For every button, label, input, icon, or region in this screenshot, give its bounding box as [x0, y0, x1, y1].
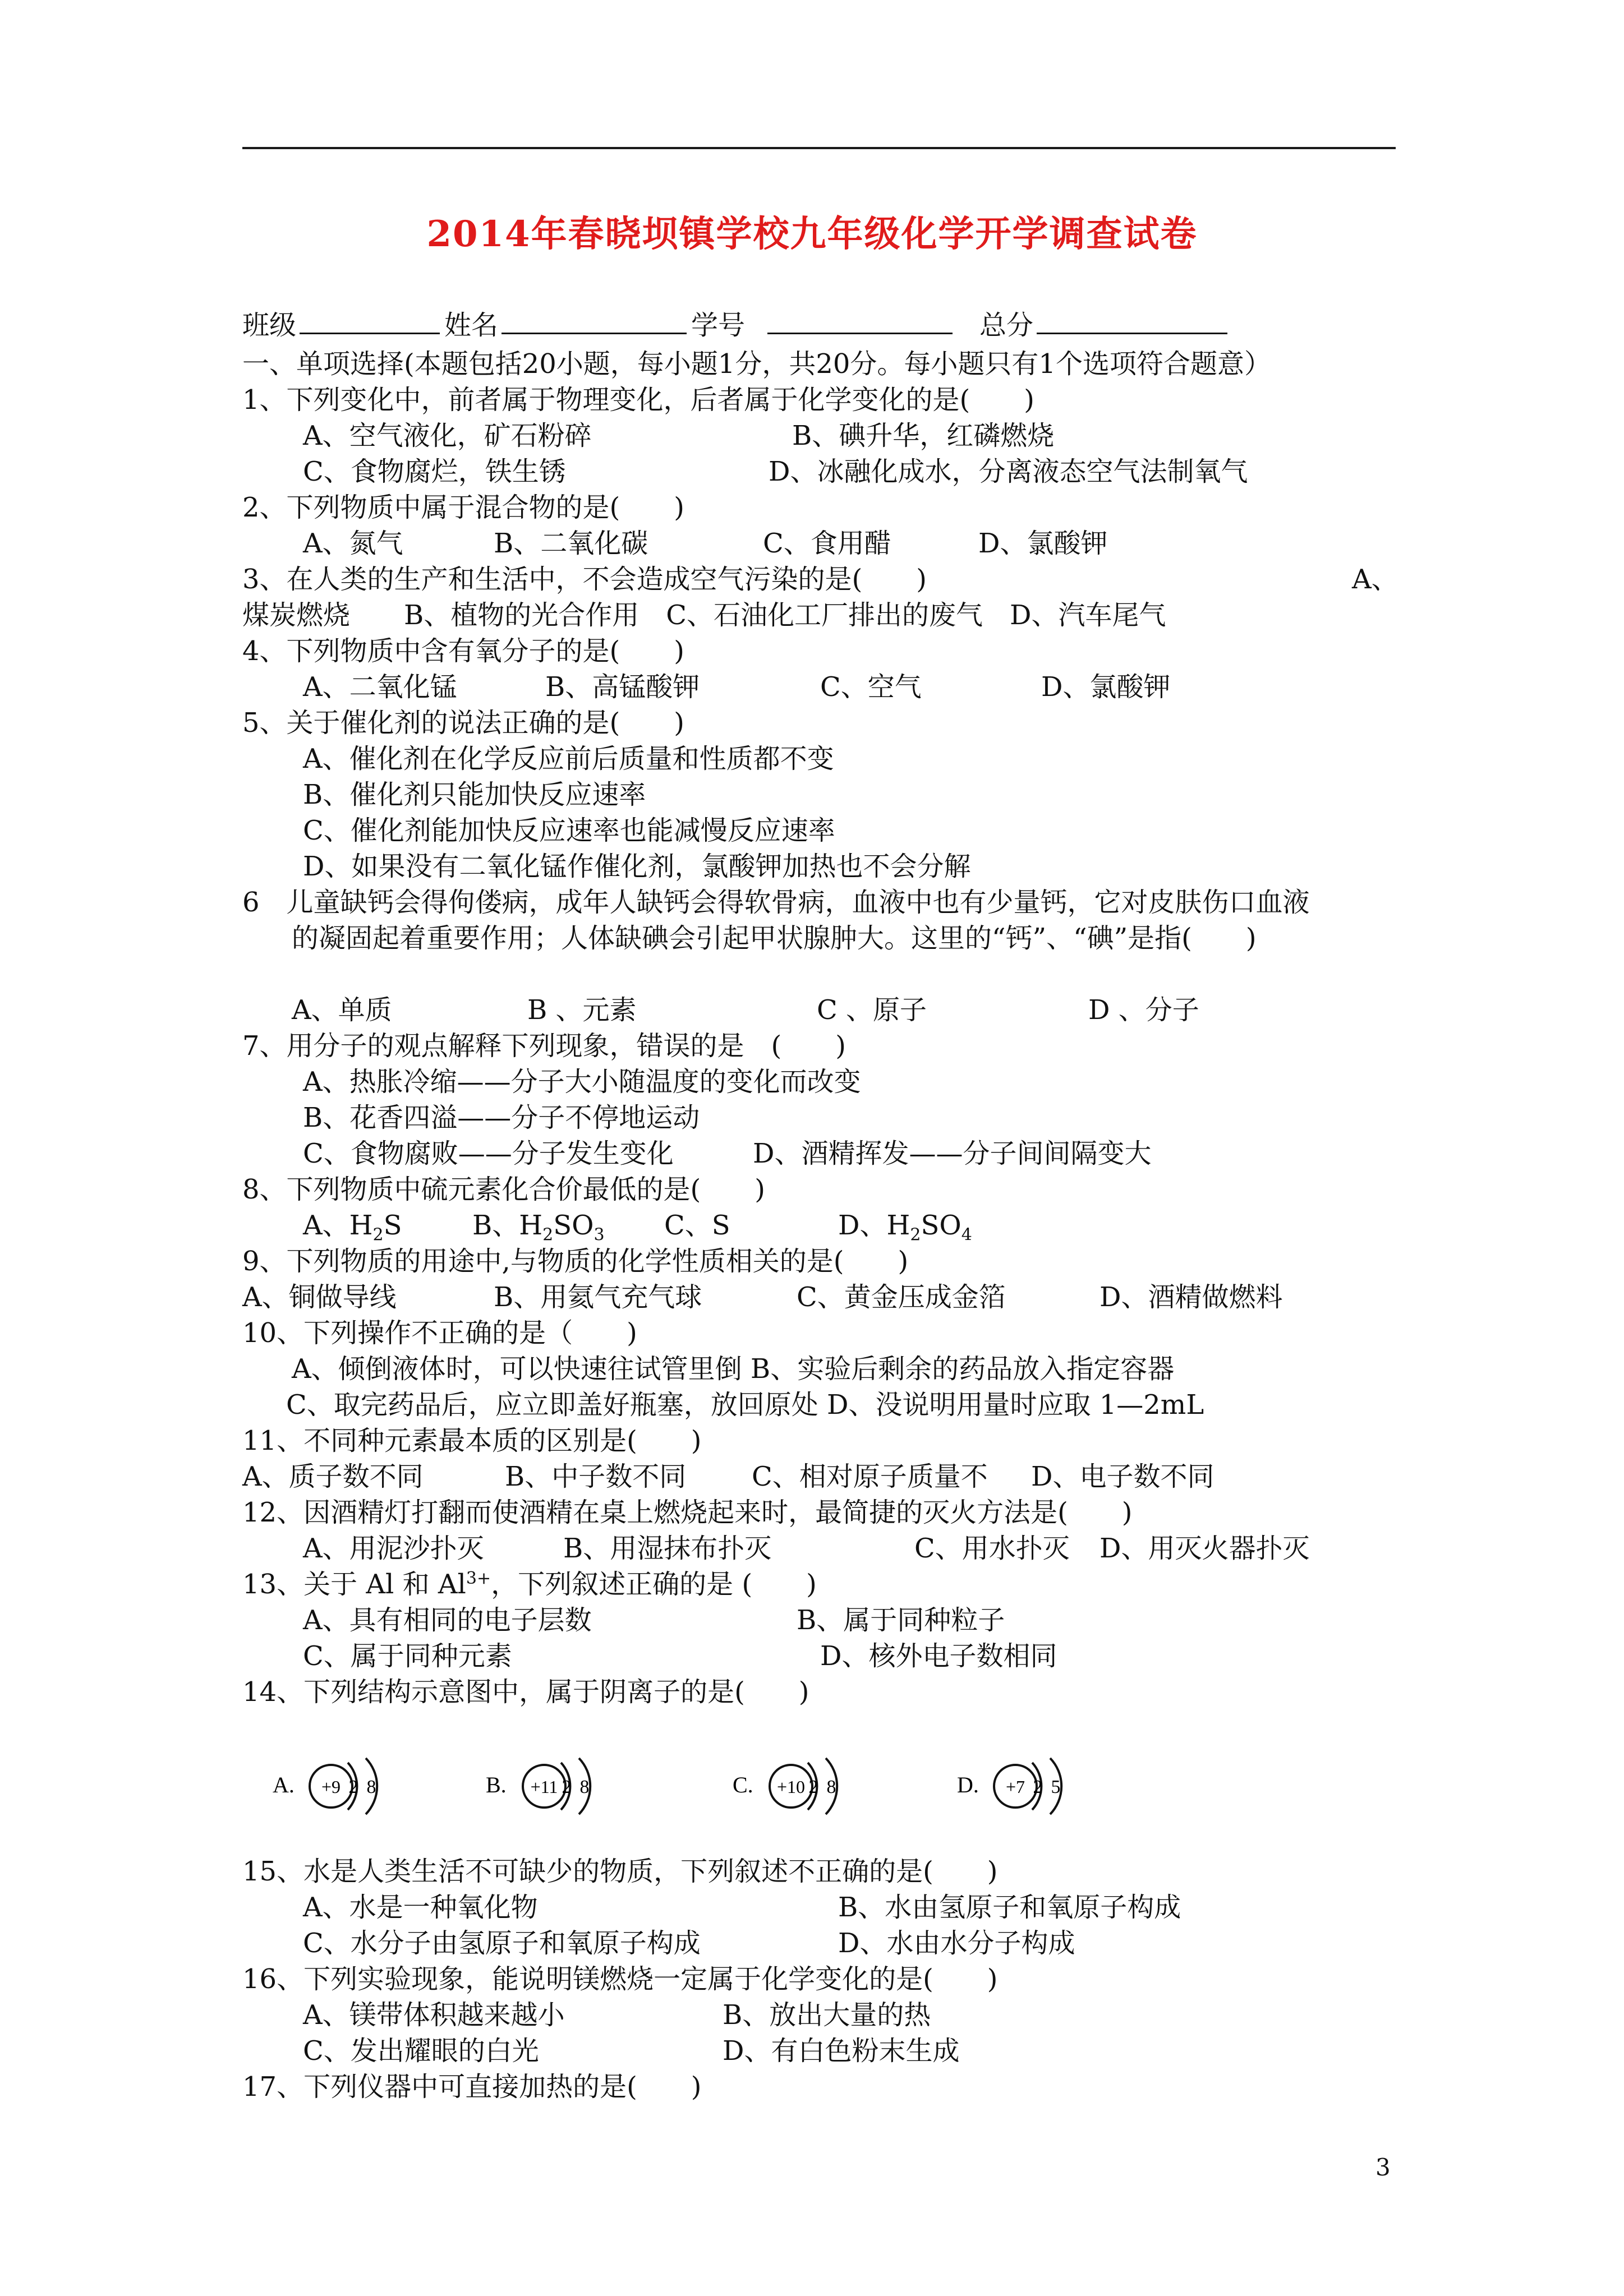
question-6-cont: 的凝固起着重要作用；人体缺碘会引起甲状腺肿大。这里的“钙”、“碘”是指( ) — [292, 923, 1257, 954]
shell-electrons-2: 8 — [366, 1777, 376, 1797]
q6-option-b: B 、元素 — [527, 994, 637, 1026]
q6-option-d: D 、分子 — [1088, 994, 1199, 1026]
q10-options-cd: C、取完药品后，应立即盖好瓶塞，放回原处 D、没说明用量时应取 1—2mL — [286, 1389, 1204, 1421]
question-17: 17、下列仪器中可直接加热的是( ) — [242, 2071, 702, 2103]
q15-option-b: B、水由氢原子和氧原子构成 — [838, 1892, 1181, 1923]
question-13: 13、关于 Al 和 $Al^{3+}$，下列叙述正确的是 ( ) — [242, 1569, 817, 1600]
q7-option-c: C、食物腐败——分子发生变化 — [303, 1138, 674, 1169]
question-15: 15、水是人类生活不可缺少的物质，下列叙述不正确的是( ) — [242, 1856, 998, 1887]
question-12: 12、因酒精灯打翻而使酒精在桌上燃烧起来时，最简捷的灭火方法是( ) — [242, 1497, 1133, 1528]
q9-option-b: B、用氦气充气球 — [494, 1281, 702, 1313]
q13-option-d: D、核外电子数相同 — [820, 1640, 1057, 1672]
q12-option-d: D、用灭火器扑灭 — [1099, 1533, 1310, 1564]
page-title: 2014年春晓坝镇学校九年级化学开学调查试卷 — [426, 213, 1198, 255]
question-6: 6 儿童缺钙会得佝偻病，成年人缺钙会得软骨病，血液中也有少量钙，它对皮肤伤口血液 — [242, 887, 1310, 918]
q6-option-c: C 、原子 — [817, 994, 927, 1026]
q15-option-d: D、水由水分子构成 — [838, 1928, 1075, 1959]
q9-option-a: A、铜做导线 — [242, 1281, 397, 1313]
q11-option-b: B、中子数不同 — [505, 1461, 687, 1492]
q4-option-b: B、高锰酸钾 — [545, 671, 700, 703]
diagram-label: D. — [957, 1772, 979, 1797]
q3-options: 煤炭燃烧 B、植物的光合作用 C、石油化工厂排出的废气 D、汽车尾气 — [242, 600, 1166, 631]
name-field[interactable] — [502, 306, 687, 334]
q15-option-a: A、水是一种氧化物 — [303, 1892, 538, 1923]
name-label: 姓名 — [444, 310, 499, 341]
q5-option-b: B、催化剂只能加快反应速率 — [303, 779, 646, 810]
question-16: 16、下列实验现象，能说明镁燃烧一定属于化学变化的是( ) — [242, 1963, 998, 1995]
question-7: 7、用分子的观点解释下列现象，错误的是 ( ) — [242, 1030, 846, 1062]
nucleus-charge: +11 — [530, 1777, 558, 1797]
number-field[interactable] — [767, 306, 953, 334]
q8-option-c: C、S — [664, 1210, 730, 1241]
q16-option-b: B、放出大量的热 — [723, 1999, 931, 2031]
q16-option-d: D、有白色粉末生成 — [723, 2035, 960, 2067]
q6-option-a: A、单质 — [292, 994, 392, 1026]
q2-option-c: C、食用醋 — [763, 528, 891, 559]
q2-option-b: B、二氧化碳 — [494, 528, 648, 559]
q8-option-b: B、$H_2SO_3$ — [472, 1210, 605, 1245]
score-label: 总分 — [979, 310, 1034, 341]
structure-diagram-d — [948, 1736, 1262, 1842]
shell-electrons-2: 5 — [1051, 1777, 1061, 1797]
q12-option-a: A、用泥沙扑灭 — [303, 1533, 484, 1564]
shell-electrons-1: 2 — [808, 1777, 818, 1797]
q8-option-d: D、$H_2SO_4$ — [838, 1210, 972, 1245]
diagram-label: B. — [486, 1772, 507, 1797]
score-field[interactable] — [1037, 306, 1227, 334]
class-label: 班级 — [242, 310, 297, 341]
q9-option-d: D、酒精做燃料 — [1099, 1281, 1283, 1313]
q2-option-a: A、氮气 — [303, 528, 403, 559]
nucleus-charge: +9 — [321, 1777, 341, 1797]
question-11: 11、不同种元素最本质的区别是( ) — [242, 1425, 702, 1456]
question-1: 1、下列变化中，前者属于物理变化，后者属于化学变化的是( ) — [242, 384, 1034, 416]
q4-option-d: D、氯酸钾 — [1041, 671, 1171, 703]
q4-option-a: A、二氧化锰 — [303, 671, 457, 703]
shell-electrons-1: 2 — [1033, 1777, 1043, 1797]
q1-option-c: C、食物腐烂，铁生锈 — [303, 456, 566, 487]
shell-electrons-1: 2 — [562, 1777, 572, 1797]
q7-option-d: D、酒精挥发——分子间间隔变大 — [753, 1138, 1152, 1169]
q2-option-d: D、氯酸钾 — [978, 528, 1108, 559]
diagram-label: A. — [273, 1772, 295, 1797]
q11-option-d: D、电子数不同 — [1031, 1461, 1214, 1492]
q11-option-a: A、质子数不同 — [242, 1461, 424, 1492]
q9-option-c: C、黄金压成金箔 — [797, 1281, 1006, 1313]
q4-option-c: C、空气 — [820, 671, 922, 703]
shell-electrons-2: 8 — [579, 1777, 590, 1797]
q5-option-a: A、催化剂在化学反应前后质量和性质都不变 — [303, 743, 834, 774]
question-2: 2、下列物质中属于混合物的是( ) — [242, 492, 684, 523]
q13-option-c: C、属于同种元素 — [303, 1640, 512, 1672]
shell-electrons-2: 8 — [826, 1777, 836, 1797]
q11-option-c: C、相对原子质量不 — [752, 1461, 988, 1492]
question-3: 3、在人类的生产和生活中，不会造成空气污染的是( ) — [242, 564, 927, 595]
q7-option-a: A、热胀冷缩——分子大小随温度的变化而改变 — [303, 1066, 861, 1098]
q16-option-c: C、发出耀眼的白光 — [303, 2035, 539, 2067]
q1-option-a: A、空气液化，矿石粉碎 — [303, 420, 592, 451]
q5-option-c: C、催化剂能加快反应速率也能减慢反应速率 — [303, 815, 835, 846]
q13-option-a: A、具有相同的电子层数 — [303, 1605, 592, 1636]
top-rule — [242, 147, 1396, 149]
question-10: 10、下列操作不正确的是（ ) — [242, 1317, 637, 1349]
question-14: 14、下列结构示意图中，属于阴离子的是( ) — [242, 1676, 809, 1708]
q16-option-a: A、镁带体积越来越小 — [303, 1999, 565, 2031]
q15-option-c: C、水分子由氢原子和氧原子构成 — [303, 1928, 701, 1959]
q3-option-a-label: A、 — [1352, 564, 1398, 595]
number-label: 学号 — [691, 310, 746, 341]
section-heading: 一、单项选择(本题包括20小题，每小题1分，共20分。每小题只有1个选项符合题意） — [242, 348, 1271, 380]
question-8: 8、下列物质中硫元素化合价最低的是( ) — [242, 1174, 765, 1205]
q1-option-b: B、碘升华，红磷燃烧 — [792, 420, 1055, 451]
nucleus-charge: +7 — [1005, 1777, 1025, 1797]
question-9: 9、下列物质的用途中,与物质的化学性质相关的是( ) — [242, 1246, 909, 1277]
q7-option-b: B、花香四溢——分子不停地运动 — [303, 1102, 700, 1133]
diagram-label: C. — [733, 1772, 753, 1797]
q1-option-d: D、冰融化成水，分离液态空气法制氧气 — [769, 456, 1248, 487]
q10-options-ab: A、倾倒液体时，可以快速往试管里倒 B、实验后剩余的药品放入指定容器 — [292, 1353, 1175, 1385]
question-4: 4、下列物质中含有氧分子的是( ) — [242, 635, 684, 667]
q12-option-b: B、用湿抹布扑灭 — [563, 1533, 772, 1564]
q5-option-d: D、如果没有二氧化锰作催化剂，氯酸钾加热也不会分解 — [303, 851, 971, 882]
class-field[interactable] — [300, 306, 440, 334]
page-number: 3 — [1375, 2154, 1391, 2181]
question-5: 5、关于催化剂的说法正确的是( ) — [242, 707, 684, 739]
nucleus-charge: +10 — [776, 1777, 806, 1797]
q12-option-c: C、用水扑灭 — [914, 1533, 1070, 1564]
q8-option-a: A、$H_2S$ — [303, 1210, 402, 1245]
q13-option-b: B、属于同种粒子 — [797, 1605, 1005, 1636]
header-fields — [242, 306, 1232, 339]
shell-electrons-1: 2 — [348, 1777, 358, 1797]
